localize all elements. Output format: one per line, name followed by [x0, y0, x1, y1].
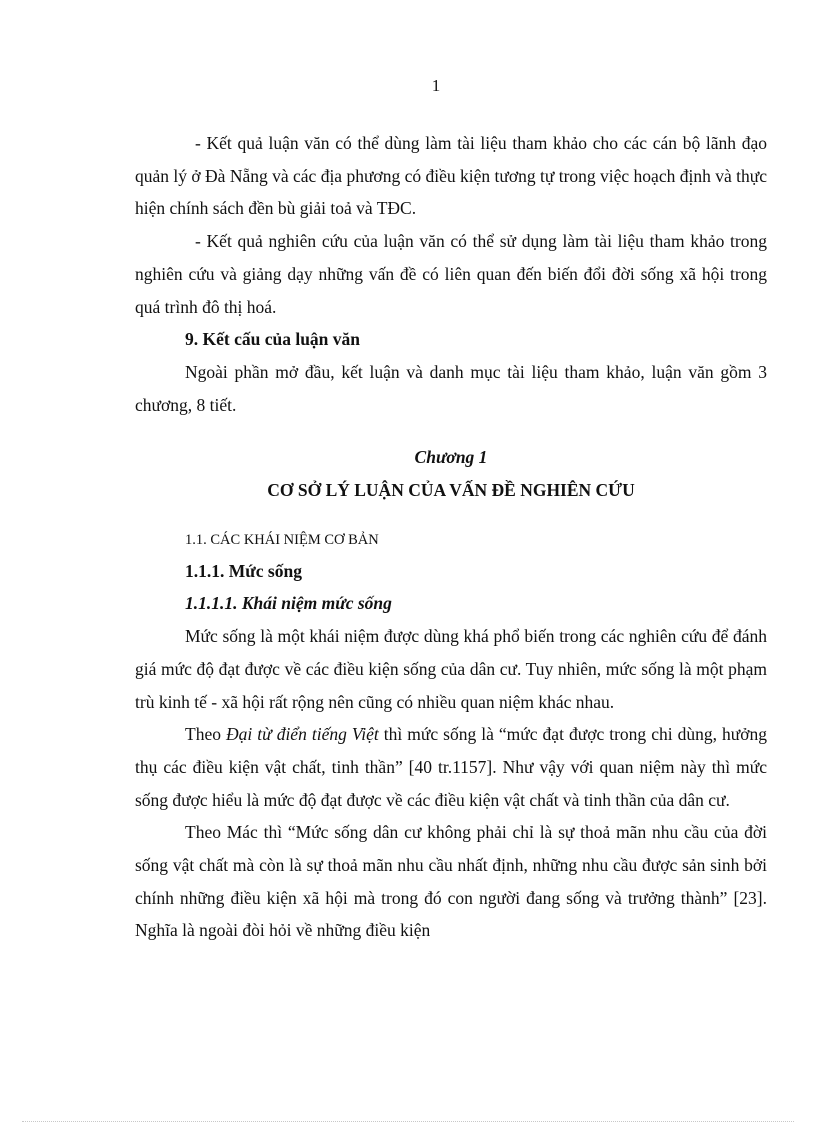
- subsubsection-heading-living-standard-concept: 1.1.1.1. Khái niệm mức sống: [185, 593, 392, 614]
- paragraph-living-standard-definition: Mức sống là một khái niệm được dùng khá phổ biến trong các nghiên cứu để đánh giá mức độ đạt được về các điều kiện sống của dân cư. Tuy nhiên, mức sống là một phạm trù kinh tế - xã hội rất rộng nên cũng có nhiều quan niệm khác nhau.: [135, 626, 767, 712]
- page-bottom-divider: [22, 1121, 794, 1122]
- section-heading-basic-concepts: 1.1. CÁC KHÁI NIỆM CƠ BẢN: [185, 531, 379, 548]
- section-heading-structure: 9. Kết cấu của luận văn: [185, 329, 361, 350]
- subsection-heading-living-standard: 1.1.1. Mức sống: [185, 560, 302, 581]
- page-content: [135, 127, 767, 947]
- chapter-label: Chương 1: [414, 447, 488, 468]
- page-number: 1: [431, 76, 441, 95]
- spacer: [135, 421, 767, 441]
- paragraph-applicability-2: - Kết quả nghiên cứu của luận văn có thể sử dụng làm tài liệu tham khảo trong nghiên cứu và giảng dạy những vấn đề có liên quan đến biến đổi đời sống xã hội trong quá trình đô thị hoá.: [135, 231, 767, 317]
- dictionary-title: Đại từ điển tiếng Việt: [225, 724, 379, 745]
- text-run: thì mức sống là “mức đạt được trong chi dùng, hưởng thụ các điều kiện vật chất, tinh thần” [40 tr.1157]. Như vậy với quan niệm này thì mức sống được hiểu là mức độ đạt được về các điều kiện vật chất và tinh thần của dân cư.: [135, 724, 767, 810]
- paragraph-marx-definition: Theo Mác thì “Mức sống dân cư không phải chỉ là sự thoả mãn nhu cầu của đời sống vật chất mà còn là sự thoả mãn nhu cầu nhất định, những nhu cầu được sản sinh bởi chính những điều kiện xã hội mà trong đó con người đang sống và trưởng thành” [23]. Nghĩa là ngoài đòi hỏi về những điều kiện: [135, 822, 767, 941]
- paragraph-applicability-1: - Kết quả luận văn có thể dùng làm tài liệu tham khảo cho các cán bộ lãnh đạo quản lý ở Đà Nẵng và các địa phương có điều kiện tương tự trong việc hoạch định và thực hiện chính sách đền bù giải toả và TĐC.: [135, 133, 767, 219]
- paragraph-structure: Ngoài phần mở đầu, kết luận và danh mục tài liệu tham khảo, luận văn gồm 3 chương, 8 tiết.: [135, 361, 767, 415]
- spacer: [135, 507, 767, 525]
- text-run: Theo: [185, 724, 226, 745]
- chapter-title: CƠ SỞ LÝ LUẬN CỦA VẤN ĐỀ NGHIÊN CỨU: [267, 480, 635, 501]
- paragraph-dictionary-definition: [135, 718, 767, 816]
